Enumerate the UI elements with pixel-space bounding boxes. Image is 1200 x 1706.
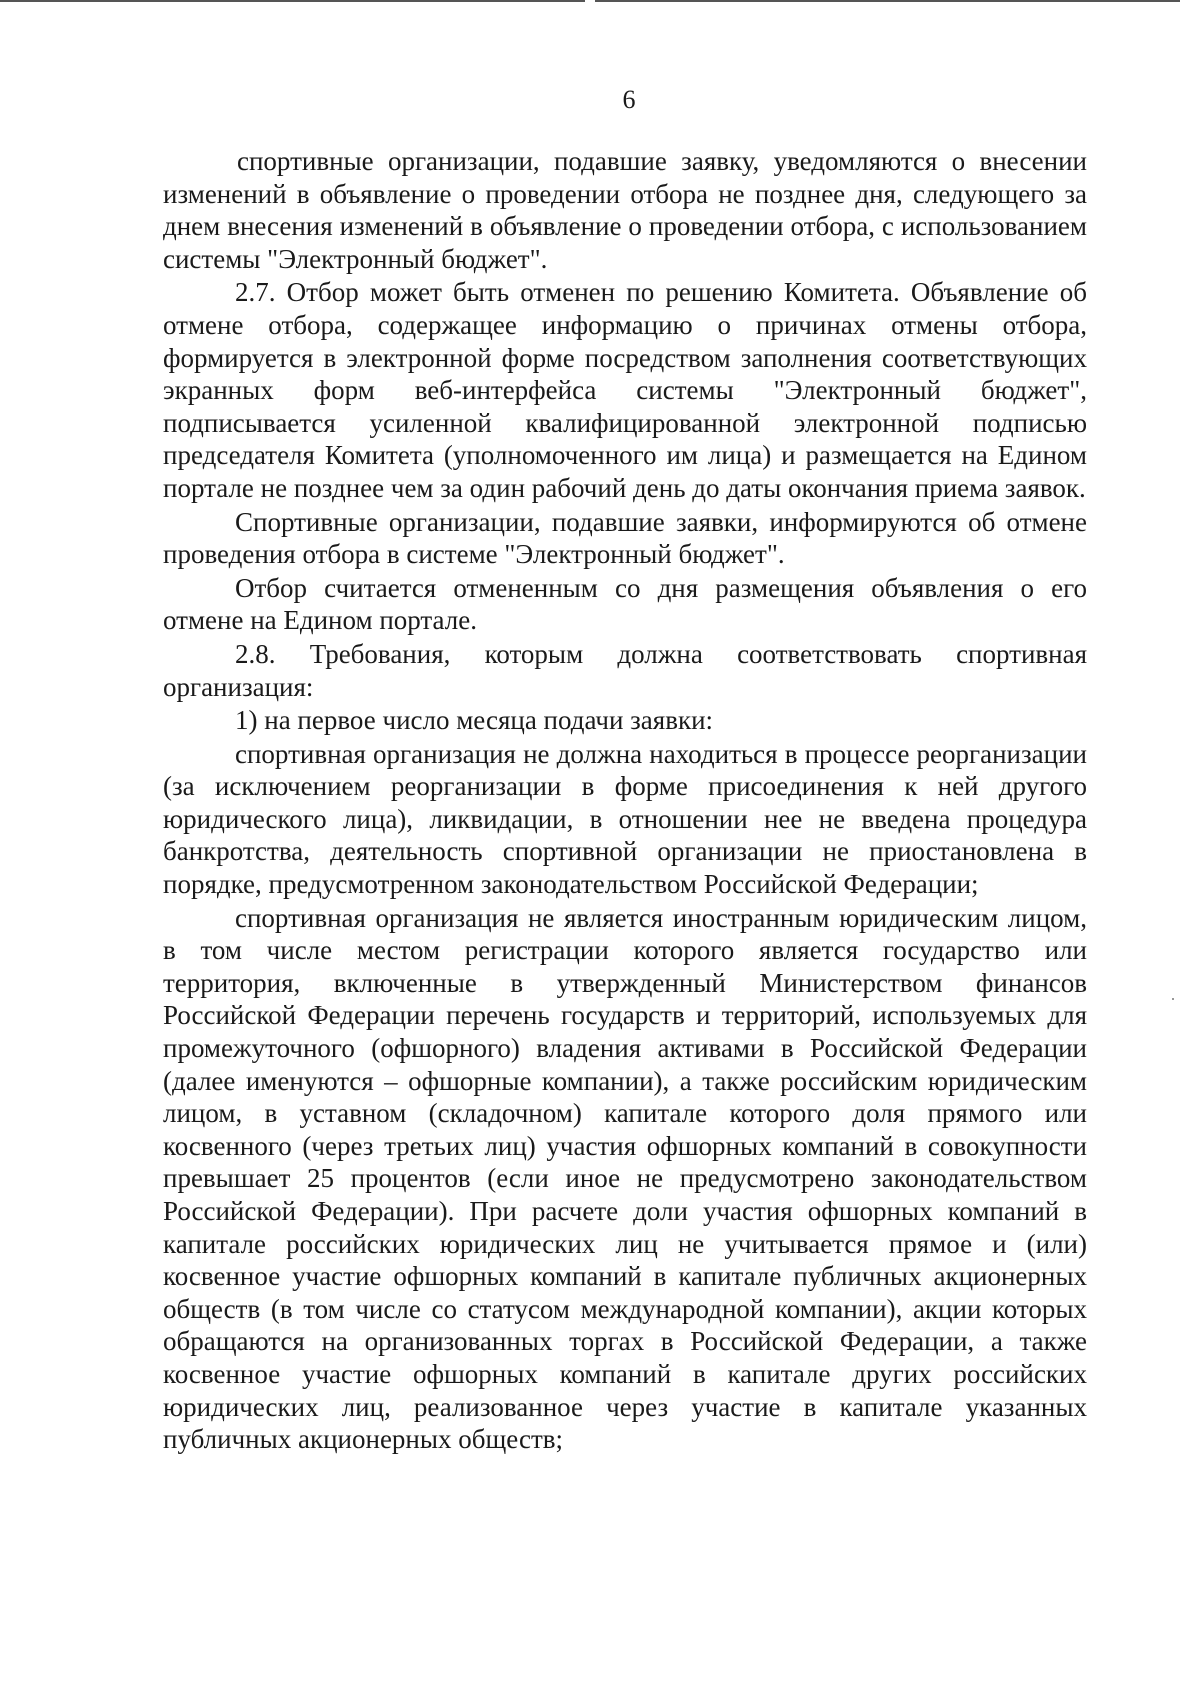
scan-edge-gap (585, 0, 595, 2)
paragraph-selection-cancelled: Отбор считается отмененным со дня размещения объявления о его отмене на Едином портале. (163, 572, 1087, 636)
paragraph-offshore-requirement: спортивная организация не является иностранным юридическим лицом, в том числе местом регистрации которого является государство или территория, включенные в утвержденный Министерством финансов Российской Федерации перечень государств и территорий, используемых для промежуточного (офшорного) владения активами в Российской Федерации (далее именуются – офшорные компании), а также российским юридическим лицом, в уставном (складочном) капитале которого доля прямого или косвенного (через третьих лиц) участия офшорных компаний в совокупности превышает 25 процентов (если иное не предусмотрено законодательством Российской Федерации). При расчете доли участия офшорных компаний в капитале российских юридических лиц не учитывается прямое и (или) косвенное участие офшорных компаний в капитале публичных акционерных обществ (в том числе со статусом международной компании), акции которых обращаются на организованных торгах в Российской Федерации, а также косвенное участие офшорных компаний в капитале других российских юридических лиц, реализованное через участие в капитале указанных публичных акционерных обществ; (163, 902, 1087, 1455)
scan-top-edge (0, 0, 1200, 2)
scan-speck (1172, 998, 1174, 1000)
document-body (163, 145, 1087, 1456)
scan-edge-gap (1180, 0, 1200, 2)
paragraph-2-7-cancellation: 2.7. Отбор может быть отменен по решению Комитета. Объявление об отмене отбора, содержащее информацию о причинах отмены отбора, формируется в электронной форме посредством заполнения соответствующих экранных форм веб-интерфейса системы "Электронный бюджет", подписывается усиленной квалифицированной электронной подписью председателя Комитета (уполномоченного им лица) и размещается на Едином портале не позднее чем за один рабочий день до даты окончания приема заявок. (163, 277, 1087, 503)
paragraph-notification-of-changes: спортивные организации, подавшие заявку, уведомляются о внесении изменений в объявление о проведении отбора не позднее дня, следующего за днем внесения изменений в объявление о проведении отбора, с использованием системы "Электронный бюджет". (163, 146, 1087, 274)
page-number: 6 (622, 85, 636, 114)
paragraph-2-8-requirements: 2.8. Требования, которым должна соответствовать спортивная организация: (163, 638, 1087, 702)
paragraph-item-1: 1) на первое число месяца подачи заявки: (235, 705, 714, 736)
paragraph-organizations-informed: Спортивные организации, подавшие заявки, информируются об отмене проведения отбора в системе "Электронный бюджет". (163, 506, 1087, 570)
paragraph-reorganization-requirement: спортивная организация не должна находиться в процессе реорганизации (за исключением реорганизации в форме присоединения к ней другого юридического лица), ликвидации, в отношении нее не введена процедура банкротства, деятельность спортивной организации не приостановлена в порядке, предусмотренном законодательством Российской Федерации; (163, 738, 1087, 900)
